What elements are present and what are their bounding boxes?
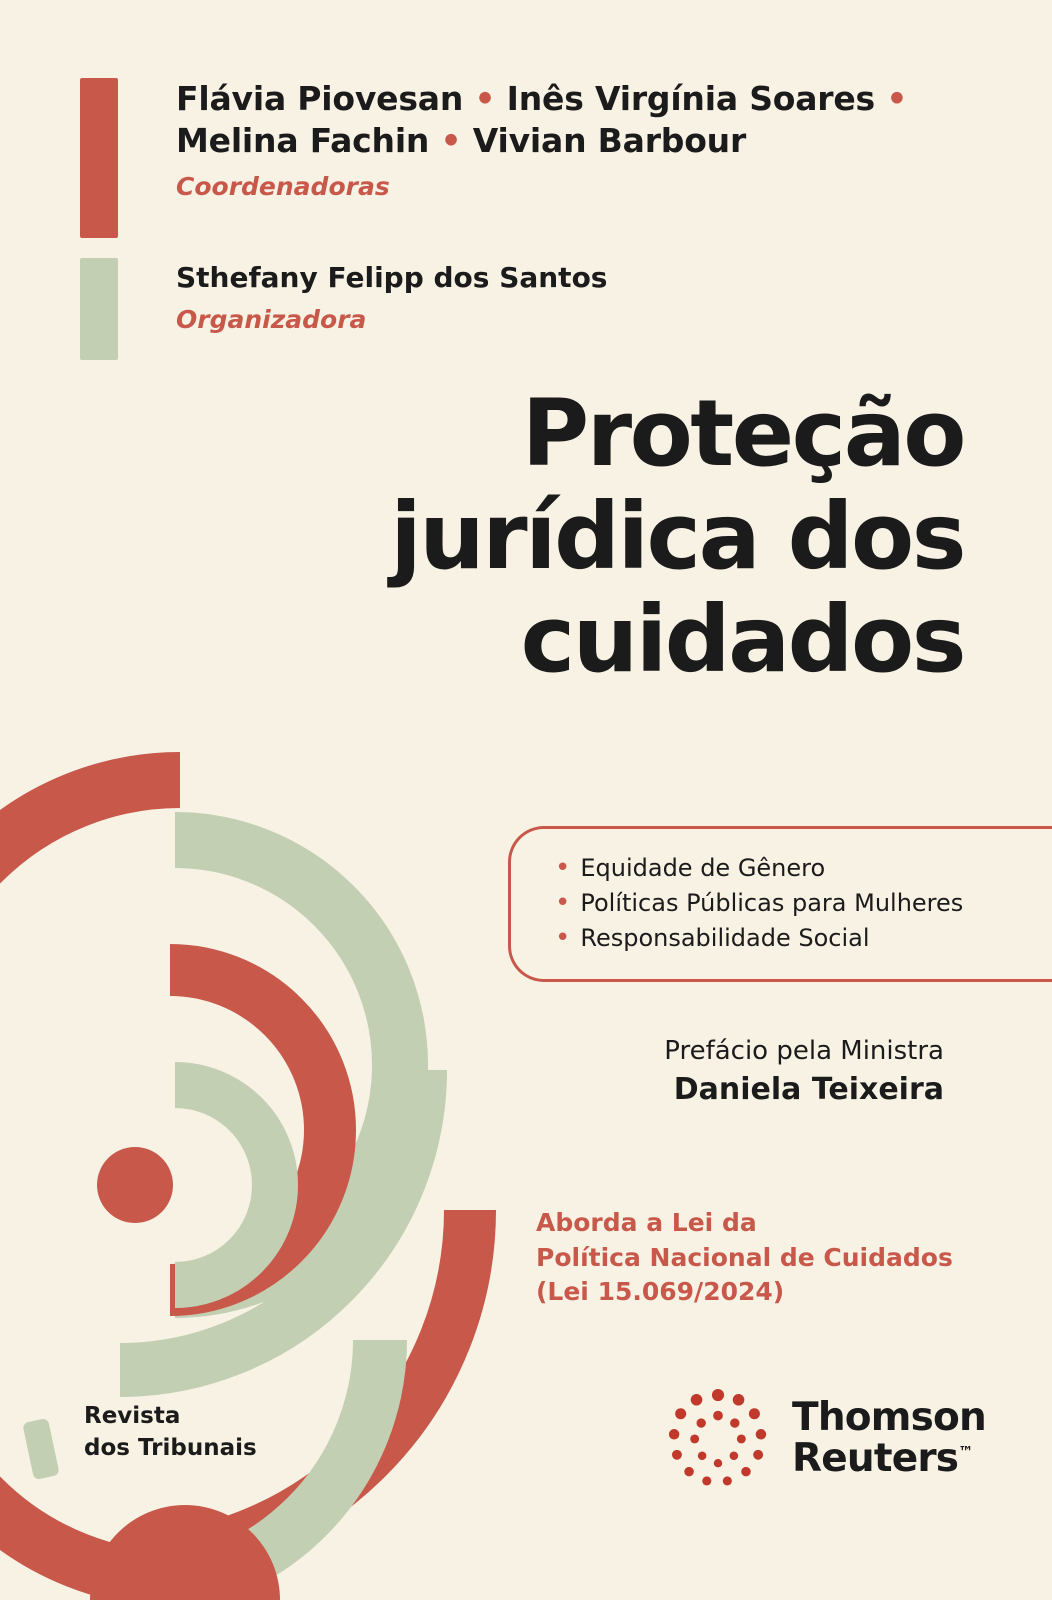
preface-block [664,1036,944,1107]
coordinators-row [80,78,960,238]
trademark-symbol: ™ [958,1443,973,1461]
author-name-1: Flávia Piovesan [176,79,464,118]
publisher-name-line-2: Reuters [792,1436,959,1481]
topic-label: Políticas Públicas para Mulheres [580,888,964,917]
topic-label: Equidade de Gênero [580,854,826,882]
preface-author-name: Daniela Teixeira [673,1072,944,1107]
law-note-line-3: (Lei 15.069/2024) [536,1277,785,1306]
law-note-block [536,1206,956,1310]
preface-label: Prefácio pela Ministra [664,1036,944,1066]
imprint-block [84,1400,257,1464]
topic-item [555,921,1052,956]
title-line-1: Proteção [521,380,964,487]
coordinators-names [176,78,907,162]
topic-label: Responsabilidade Social [580,923,870,952]
organizer-row [80,258,960,360]
red-accent-bar [80,78,118,238]
thomson-reuters-wordmark [792,1394,986,1481]
green-accent-bar [80,258,118,360]
topic-item [555,886,1052,921]
organizer-name: Sthefany Felipp dos Santos [176,261,608,294]
bullet-icon: • [555,853,571,883]
author-name-2: Inês Virgínia Soares [506,79,876,118]
author-name-4: Vivian Barbour [472,121,747,161]
organizer-role-label: Organizadora [176,304,367,334]
topics-box [508,826,1052,982]
law-note-line-1: Aborda a Lei da [536,1208,757,1237]
publisher-name-line-1: Thomson [792,1394,986,1440]
name-separator-icon: • [440,121,462,161]
title-line-2: jurídica dos [390,483,964,591]
imprint-line-2: dos Tribunais [84,1435,257,1462]
imprint-line-1: Revista [84,1403,181,1429]
law-note-line-2: Política Nacional de Cuidados [536,1242,953,1272]
topic-item [555,851,1052,886]
title-line-3: cuidados [520,586,964,694]
thomson-reuters-mark-icon [662,1382,774,1494]
coordinators-role-label: Coordenadoras [176,172,390,202]
credits-block [80,78,960,360]
bullet-icon: • [555,922,571,953]
bullet-icon: • [555,887,571,918]
book-title [184,380,964,694]
publisher-name-line-2-wrap [792,1438,986,1479]
thomson-reuters-logo [662,1382,986,1494]
author-name-3: Melina Fachin [176,121,430,161]
name-separator-icon: • [474,79,496,118]
name-separator-icon: • [886,79,908,118]
